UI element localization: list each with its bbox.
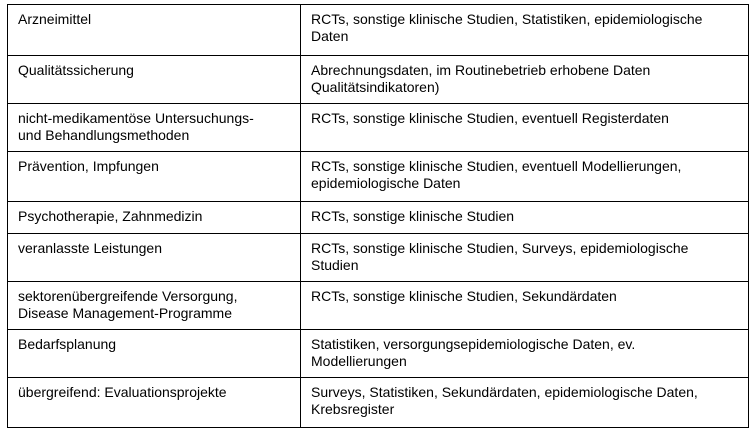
data-sources-table — [7, 4, 749, 428]
sources-text: RCTs, sonstige klinische Studien — [311, 208, 515, 224]
sources-cell — [301, 330, 749, 378]
domain-cell — [8, 330, 301, 378]
sources-text: RCTs, sonstige klinische Studien, eventuell Registerdaten — [311, 110, 669, 126]
domain-cell — [8, 104, 301, 152]
domain-text: übergreifend: Evaluationsprojekte — [18, 384, 227, 400]
sources-cell — [301, 56, 749, 104]
sources-cell — [301, 234, 749, 282]
domain-text: Bedarfsplanung — [18, 336, 117, 352]
domain-text: Arzneimittel — [18, 11, 92, 27]
sources-text: RCTs, sonstige klinische Studien, Sekundärdaten — [311, 288, 617, 304]
domain-text: Psychotherapie, Zahnmedizin — [18, 208, 203, 224]
sources-cell — [301, 282, 749, 330]
table-row — [8, 56, 749, 104]
sources-text: RCTs, sonstige klinische Studien, Surveys, epidemiologische Studien — [311, 240, 689, 273]
table-row — [8, 152, 749, 202]
domain-cell — [8, 202, 301, 234]
domain-cell — [8, 282, 301, 330]
domain-cell — [8, 234, 301, 282]
domain-text: veranlasste Leistungen — [18, 240, 162, 256]
domain-cell — [8, 5, 301, 56]
domain-cell — [8, 378, 301, 428]
sources-cell — [301, 202, 749, 234]
table-row — [8, 104, 749, 152]
sources-text: Surveys, Statistiken, Sekundärdaten, epidemiologische Daten, Krebsregister — [311, 384, 698, 417]
sources-text: Abrechnungsdaten, im Routinebetrieb erhobene Daten Qualitätsindikatoren) — [311, 62, 651, 95]
domain-cell — [8, 56, 301, 104]
domain-text: sektorenübergreifende Versorgung, Disease Management-Programme — [18, 288, 238, 321]
domain-cell — [8, 152, 301, 202]
sources-text: RCTs, sonstige klinische Studien, Statistiken, epidemiologische Daten — [311, 11, 703, 44]
table-row — [8, 282, 749, 330]
domain-text: nicht-medikamentöse Untersuchungs- und Behandlungsmethoden — [18, 110, 254, 143]
sources-cell — [301, 5, 749, 56]
sources-cell — [301, 378, 749, 428]
table-row — [8, 378, 749, 428]
table-row — [8, 234, 749, 282]
sources-cell — [301, 104, 749, 152]
table-row — [8, 330, 749, 378]
domain-text: Qualitätssicherung — [18, 62, 134, 78]
table-row — [8, 5, 749, 56]
sources-text: Statistiken, versorgungsepidemiologische Daten, ev. Modellierungen — [311, 336, 636, 369]
domain-text: Prävention, Impfungen — [18, 158, 159, 174]
sources-text: RCTs, sonstige klinische Studien, eventuell Modellierungen, epidemiologische Daten — [311, 158, 682, 191]
sources-cell — [301, 152, 749, 202]
table-row — [8, 202, 749, 234]
